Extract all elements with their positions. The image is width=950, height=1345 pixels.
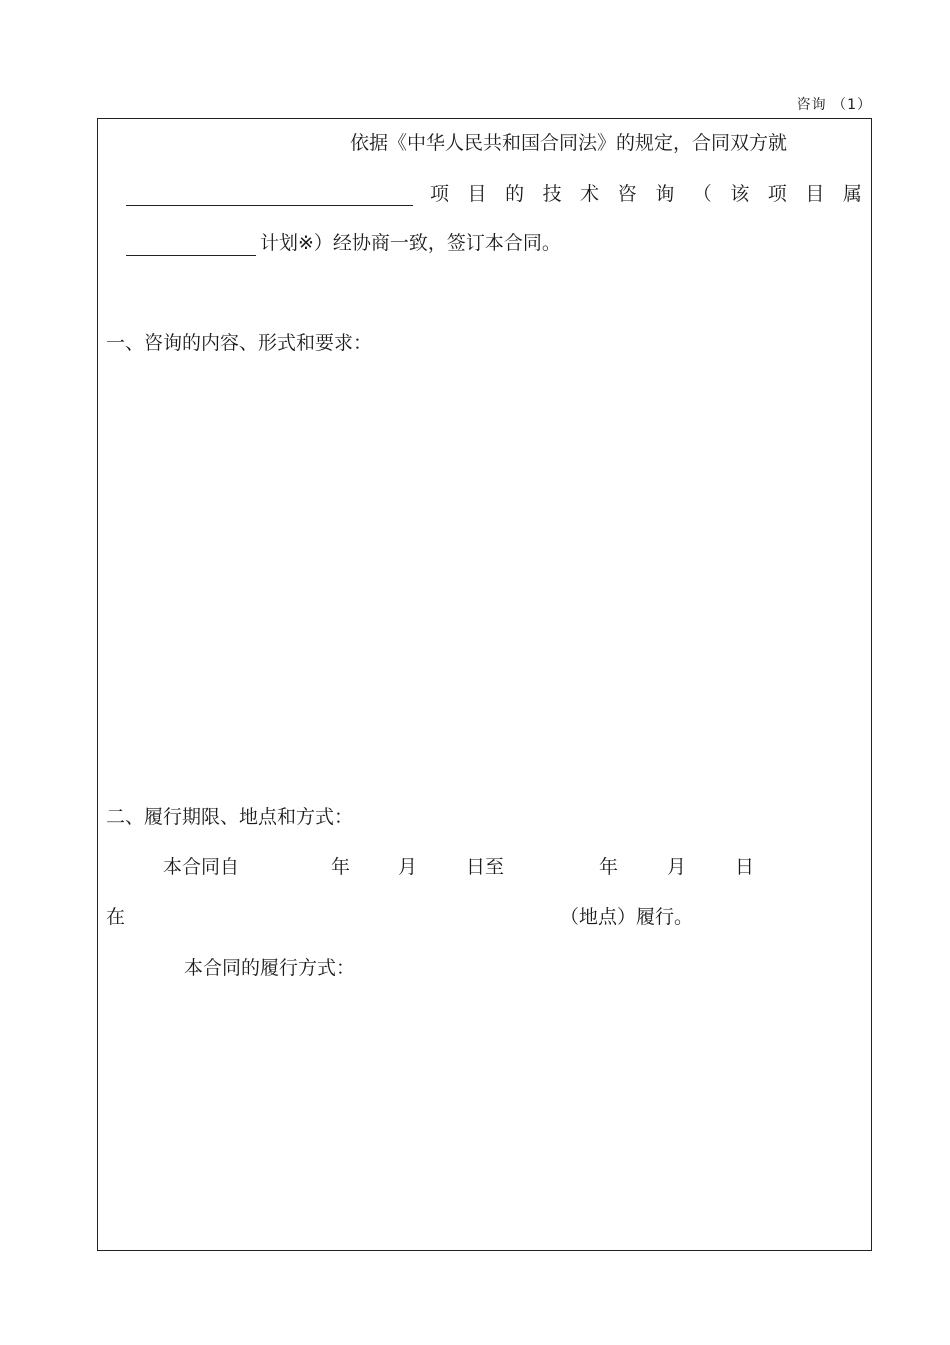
section-2-heading: 二、履行期限、地点和方式： <box>106 806 354 828</box>
method-label: 本合同的履行方式： <box>184 957 356 979</box>
project-name-blank[interactable] <box>126 205 413 206</box>
plan-name-blank[interactable] <box>126 255 256 256</box>
period-year-1: 年 <box>331 856 351 878</box>
preamble-line-2 <box>430 182 862 206</box>
form-page-label: 咨询 （1） <box>796 97 872 113</box>
period-start-label: 本合同自 <box>163 856 240 878</box>
section-1-heading: 一、咨询的内容、形式和要求： <box>106 332 373 354</box>
period-year-2: 年 <box>599 856 619 878</box>
preamble-char: 该 <box>730 183 750 205</box>
contract-frame <box>97 118 872 1251</box>
preamble-char: 询 <box>655 183 675 205</box>
preamble-line-3: 计划※）经协商一致，签订本合同。 <box>260 232 561 254</box>
preamble-char: 技 <box>542 183 562 205</box>
place-suffix: （地点）履行。 <box>560 906 694 928</box>
preamble-char: 咨 <box>617 183 637 205</box>
preamble-char: 项 <box>430 183 450 205</box>
period-day-2: 日 <box>735 856 755 878</box>
preamble-char: （ <box>692 183 712 205</box>
preamble-char: 的 <box>505 183 525 205</box>
preamble-char: 项 <box>767 183 787 205</box>
period-month-1: 月 <box>398 856 418 878</box>
preamble-char: 目 <box>805 183 825 205</box>
preamble-line-1: 依据《中华人民共和国合同法》的规定，合同双方就 <box>350 132 788 154</box>
preamble-char: 目 <box>467 183 487 205</box>
period-month-2: 月 <box>667 856 687 878</box>
preamble-char: 属 <box>842 183 862 205</box>
place-prefix: 在 <box>106 906 126 928</box>
preamble-char: 术 <box>580 183 600 205</box>
period-day-to: 日至 <box>466 856 505 878</box>
